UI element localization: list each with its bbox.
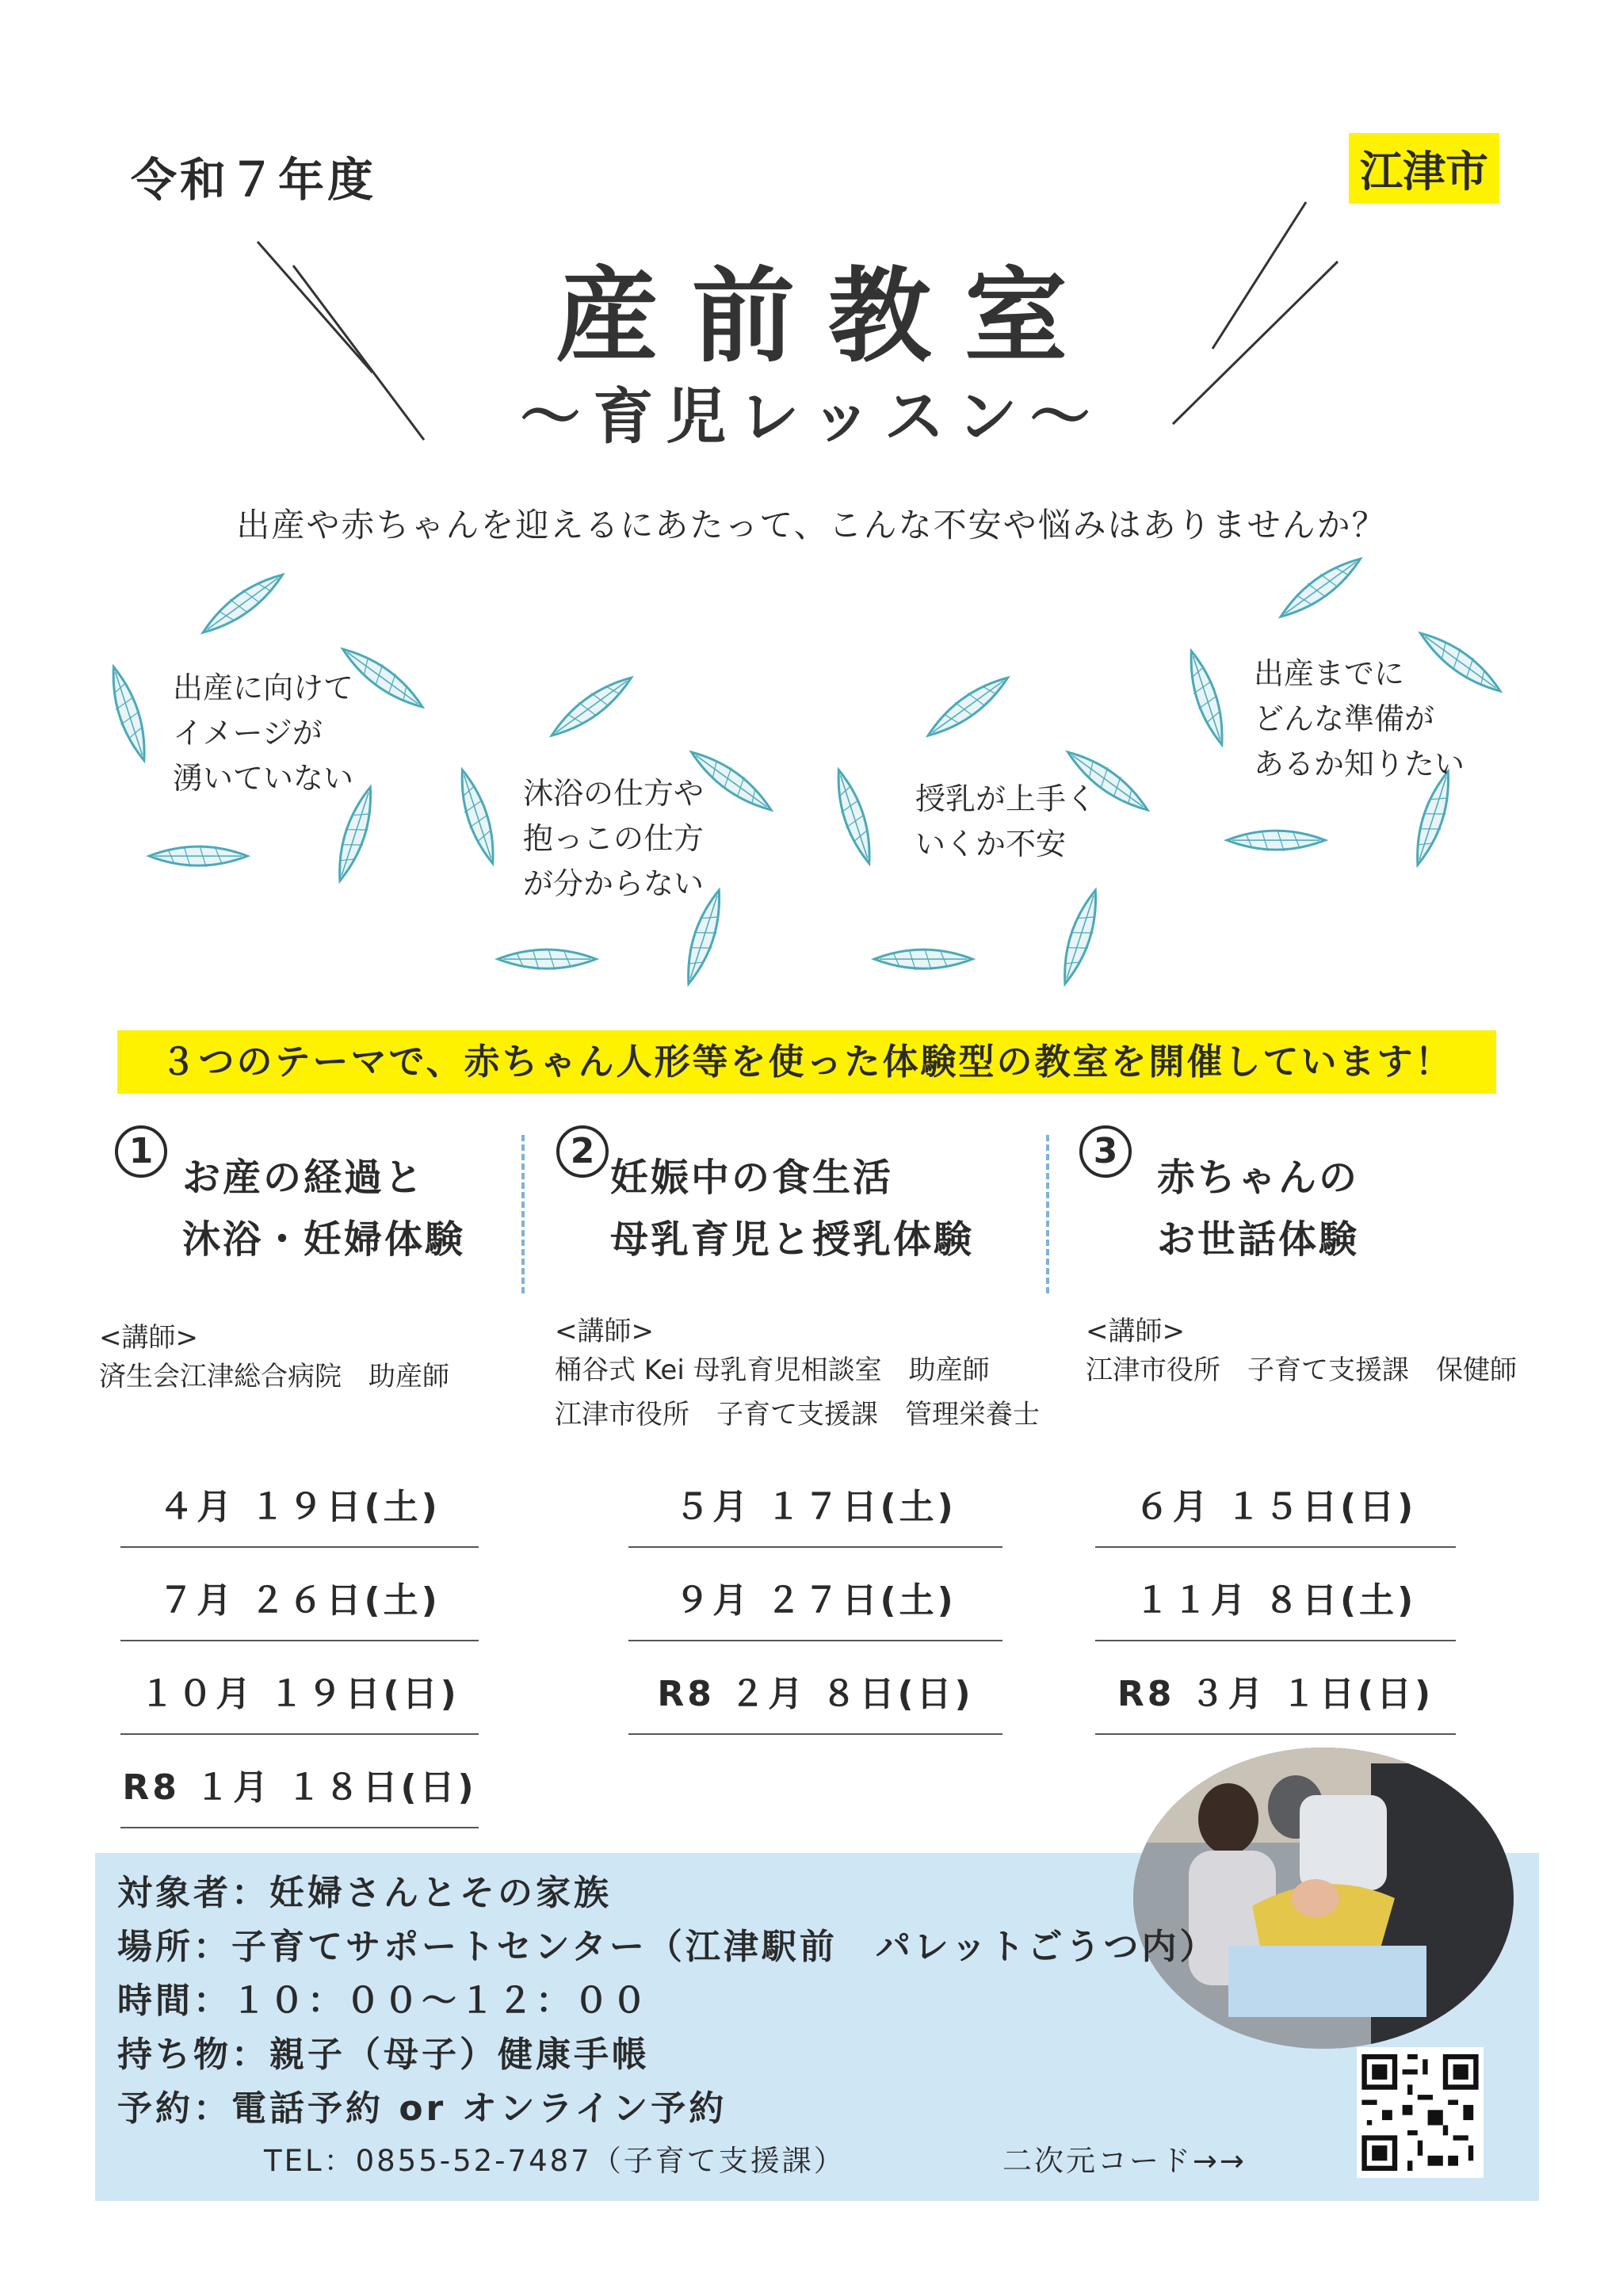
theme-3-title: [1157, 1147, 1359, 1270]
theme-3-number: 3: [1079, 1125, 1132, 1178]
theme-3-date-2: １１月 ８日(土): [1134, 1580, 1417, 1621]
theme-divider-2: [1046, 1135, 1049, 1293]
worry-2-line-3: が分からない: [523, 866, 705, 901]
theme-2-title-line-1: 妊娠中の食生活: [610, 1156, 894, 1200]
theme-divider-1: [521, 1135, 525, 1293]
date-separator: [1095, 1546, 1456, 1548]
worry-bubble-1: [173, 666, 353, 801]
theme-1-number: 1: [115, 1125, 167, 1178]
worry-3-line-2: いくか不安: [915, 827, 1067, 861]
qr-code-graphic: [1357, 2047, 1484, 2178]
worry-4-line-2: どんな準備が: [1254, 701, 1435, 736]
theme-1-date-1: ４月 １９日(土): [158, 1487, 441, 1527]
theme-2-date-2: ９月 ２７日(土): [674, 1580, 957, 1621]
page-title: 産前教室: [555, 256, 1101, 376]
worry-4-line-3: あるか知りたい: [1254, 747, 1465, 781]
theme-banner: ３つのテーマで、赤ちゃん人形等を使った体験型の教室を開催しています！: [117, 1030, 1496, 1094]
worry-bubble-2: [523, 771, 704, 907]
info-target: 対象者：妊婦さんとその家族: [117, 1873, 612, 1913]
qr-code-icon[interactable]: [1357, 2047, 1484, 2178]
theme-2-lecturer-line-2: 江津市役所 子育て支援課 管理栄養士: [555, 1399, 1040, 1431]
fiscal-year: 令和７年度: [131, 153, 377, 207]
theme-3-title-line-1: 赤ちゃんの: [1157, 1156, 1360, 1200]
theme-1-title-line-1: お産の経過と: [182, 1156, 426, 1200]
theme-3-date-3: R8 ３月 １日(日): [1117, 1674, 1434, 1714]
info-time: 時間：１０：００～１２：００: [117, 1981, 650, 2021]
date-separator: [120, 1546, 479, 1548]
worry-2-line-1: 沐浴の仕方や: [523, 776, 705, 811]
info-tel: TEL：0855-52-7487（子育て支援課）: [264, 2144, 846, 2178]
date-separator: [1095, 1733, 1456, 1735]
theme-2-date-3: R8 ２月 ８日(日): [657, 1674, 974, 1714]
worry-2-line-2: 抱っこの仕方: [523, 821, 705, 856]
worry-question: 出産や赤ちゃんを迎えるにあたって、こんな不安や悩みはありませんか？: [236, 506, 1387, 544]
info-reserve: 予約：電話予約 or オンライン予約: [117, 2088, 727, 2129]
theme-1-title: [182, 1147, 465, 1270]
date-separator: [120, 1733, 479, 1735]
date-separator: [628, 1733, 1002, 1735]
info-place: 場所：子育てサポートセンター（江津駅前 パレットごうつ内）: [117, 1927, 1218, 1967]
theme-1-date-4: R8 １月 １８日(日): [122, 1767, 477, 1808]
worry-1-line-1: 出産に向けて: [173, 670, 354, 705]
theme-1-lecturer: [99, 1316, 449, 1399]
theme-1-dates: [120, 1478, 479, 1828]
theme-2-date-1: ５月 １７日(土): [674, 1487, 957, 1527]
worry-1-line-2: イメージが: [173, 716, 323, 751]
theme-2-title: [610, 1147, 974, 1270]
date-separator: [120, 1640, 479, 1641]
worry-3-line-1: 授乳が上手く: [915, 781, 1097, 816]
page-subtitle: ～育児レッスン～: [520, 381, 1103, 452]
qr-label: 二次元コード→→: [1002, 2144, 1247, 2178]
theme-3-date-1: ６月 １５日(日): [1134, 1487, 1417, 1527]
theme-3-lecturer-heading: <講師>: [1086, 1316, 1185, 1347]
city-badge: 江津市: [1349, 133, 1499, 204]
info-list: [117, 1864, 1217, 2137]
theme-3-dates: [1095, 1478, 1456, 1735]
info-items: 持ち物：親子（母子）健康手帳: [117, 2034, 650, 2075]
theme-1-date-3: １０月 １９日(日): [139, 1674, 460, 1714]
worry-bubble-4: [1254, 651, 1465, 787]
leaf-wreath-icons: [0, 0, 1623, 1022]
theme-2-number: 2: [556, 1125, 609, 1178]
theme-2-title-line-2: 母乳育児と授乳体験: [610, 1217, 975, 1262]
theme-2-lecturer-line-1: 桶谷式 Kei 母乳育児相談室 助産師: [555, 1354, 990, 1386]
theme-1-lecturer-heading: <講師>: [99, 1322, 198, 1354]
date-separator: [628, 1640, 1002, 1641]
date-separator: [628, 1546, 1002, 1548]
theme-1-date-2: ７月 ２６日(土): [158, 1580, 441, 1621]
date-separator: [1095, 1640, 1456, 1641]
theme-2-dates: [628, 1478, 1002, 1735]
theme-2-lecturer-heading: <講師>: [555, 1316, 654, 1347]
theme-3-lecturer: [1086, 1309, 1517, 1392]
theme-2-lecturer: [555, 1309, 1040, 1437]
worry-1-line-3: 湧いていない: [173, 761, 354, 796]
theme-1-lecturer-line-1: 済生会江津総合病院 助産師: [99, 1361, 449, 1392]
worry-4-line-1: 出産までに: [1254, 656, 1405, 691]
worry-bubble-3: [915, 777, 1096, 867]
theme-3-title-line-2: お世話体験: [1157, 1217, 1360, 1262]
theme-3-lecturer-line-1: 江津市役所 子育て支援課 保健師: [1086, 1354, 1517, 1386]
date-separator: [120, 1827, 479, 1828]
theme-1-title-line-2: 沐浴・妊婦体験: [182, 1217, 466, 1262]
